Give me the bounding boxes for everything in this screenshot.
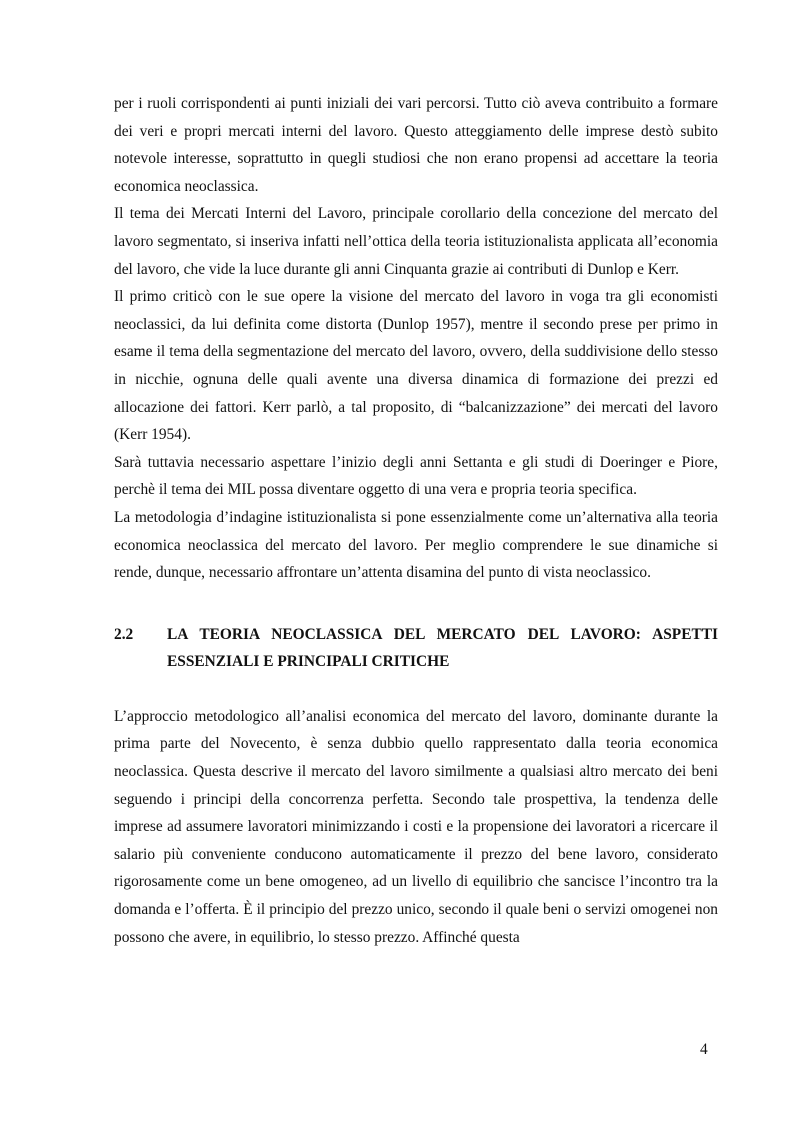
body-paragraph-5: La metodologia d’indagine istituzionalista si pone essenzialmente come un’alternativa alla teoria economica neoclassica del mercato del lavoro. Per meglio comprendere le sue dinamiche si rende, dunque, necessario affrontare un’attenta disamina del punto di vista neoclassico. bbox=[114, 508, 718, 582]
body-paragraph-3: Il primo criticò con le sue opere la visione del mercato del lavoro in voga tra gli economisti neoclassici, da lui definita come distorta (Dunlop 1957), mentre il secondo prese per primo in esame il tema della segmentazione del mercato del lavoro, ovvero, della suddivisione dello stesso in nicchie, ognuna delle quali avente una diversa dinamica di formazione dei prezzi ed allocazione dei fattori. Kerr parlò, a tal proposito, di “balcanizzazione” dei mercati del lavoro (Kerr 1954). bbox=[114, 288, 718, 444]
body-paragraph-2: Il tema dei Mercati Interni del Lavoro, principale corollario della concezione del mercato del lavoro segmentato, si inseriva infatti nell’ottica della teoria istituzionalista applicata all’economia del lavoro, che vide la luce durante gli anni Cinquanta grazie ai contributi di Dunlop e Kerr. bbox=[114, 205, 718, 278]
body-paragraph-4: Sarà tuttavia necessario aspettare l’inizio degli anni Settanta e gli studi di Doeringer e Piore, perchè il tema dei MIL possa diventare oggetto di una vera e propria teoria specifica. bbox=[114, 453, 718, 499]
body-paragraph-1: per i ruoli corrispondenti ai punti iniziali dei vari percorsi. Tutto ciò aveva contribuito a formare dei veri e propri mercati interni del lavoro. Questo atteggiamento delle imprese destò subito notevole interesse, soprattutto in quegli studiosi che non erano propensi ad accettare la teoria economica neoclassica. bbox=[114, 95, 718, 195]
page-number: 4 bbox=[700, 1041, 708, 1058]
section-title: LA TEORIA NEOCLASSICA DEL MERCATO DEL LAVORO: ASPETTI ESSENZIALI E PRINCIPALI CRITICHE bbox=[167, 625, 718, 671]
section-heading bbox=[114, 621, 718, 676]
body-paragraph-section: L’approccio metodologico all’analisi economica del mercato del lavoro, dominante durante la prima parte del Novecento, è senza dubbio quello rappresentato dalla teoria economica neoclassica. Questa descrive il mercato del lavoro similmente a qualsiasi altro mercato dei beni seguendo i principi della concorrenza perfetta. Secondo tale prospettiva, la tendenza delle imprese ad assumere lavoratori minimizzando i costi e la propensione dei lavoratori a ricercare il salario più conveniente conducono automaticamente il prezzo del bene lavoro, considerato rigorosamente come un bene omogeneo, ad un livello di equilibrio che sancisce l’incontro tra la domanda e l’offerta. È il principio del prezzo unico, secondo il quale beni o servizi omogenei non possono che avere, in equilibrio, lo stesso prezzo. Affinché questa bbox=[114, 707, 718, 946]
document-page bbox=[114, 90, 718, 951]
section-number: 2.2 bbox=[114, 625, 134, 643]
